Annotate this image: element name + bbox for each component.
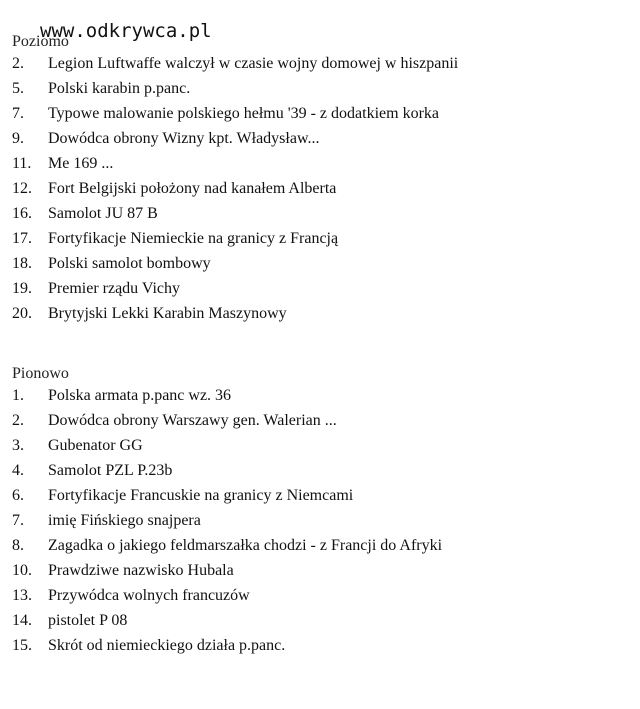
clue-text: Me 169 ... xyxy=(48,155,114,172)
clue-item xyxy=(12,76,458,101)
clue-text: Fort Belgijski położony nad kanałem Alberta xyxy=(48,180,337,197)
section-heading-poziomo: Poziomo xyxy=(12,33,69,50)
clue-text: Typowe malowanie polskiego hełmu '39 - z dodatkiem korka xyxy=(48,105,439,122)
clue-item xyxy=(12,408,442,433)
clue-number: 12. xyxy=(12,180,32,197)
clue-number: 5. xyxy=(12,80,24,97)
clue-text: Dowódca obrony Warszawy gen. Walerian ... xyxy=(48,412,337,429)
clue-item xyxy=(12,276,458,301)
clue-number: 14. xyxy=(12,612,32,629)
clue-number: 13. xyxy=(12,587,32,604)
clue-item xyxy=(12,301,458,326)
clue-item xyxy=(12,176,458,201)
clue-item xyxy=(12,151,458,176)
clue-text: Fortyfikacje Niemieckie na granicy z Francją xyxy=(48,230,339,247)
clue-text: Polska armata p.panc wz. 36 xyxy=(48,387,232,404)
clue-item xyxy=(12,633,442,658)
clue-text: Gubenator GG xyxy=(48,437,143,454)
watermark-text: www.odkrywca.pl xyxy=(40,20,212,42)
clue-item xyxy=(12,508,442,533)
clue-item xyxy=(12,101,458,126)
clue-item xyxy=(12,226,458,251)
clue-text: pistolet P 08 xyxy=(48,612,128,629)
clue-number: 1. xyxy=(12,387,24,404)
clue-item xyxy=(12,433,442,458)
clue-number: 2. xyxy=(12,412,24,429)
clue-number: 16. xyxy=(12,205,32,222)
section-pionowo xyxy=(12,365,442,658)
clue-text: Polski karabin p.panc. xyxy=(48,80,191,97)
clue-item xyxy=(12,383,442,408)
clue-number: 4. xyxy=(12,462,24,479)
clue-item xyxy=(12,583,442,608)
clue-number: 7. xyxy=(12,105,24,122)
clue-text: Zagadka o jakiego feldmarszałka chodzi - z Francji do Afryki xyxy=(48,537,443,554)
clue-item xyxy=(12,558,442,583)
clue-number: 20. xyxy=(12,305,32,322)
clue-number: 11. xyxy=(12,155,32,172)
clue-text: Polski samolot bombowy xyxy=(48,255,211,272)
clue-text: Fortyfikacje Francuskie na granicy z Niemcami xyxy=(48,487,354,504)
clue-list-pionowo xyxy=(12,383,442,658)
clue-item xyxy=(12,608,442,633)
section-heading-pionowo: Pionowo xyxy=(12,365,69,382)
clue-text: imię Fińskiego snajpera xyxy=(48,512,201,529)
clue-number: 8. xyxy=(12,537,24,554)
clue-number: 2. xyxy=(12,55,24,72)
clue-text: Prawdziwe nazwisko Hubala xyxy=(48,562,234,579)
clue-item xyxy=(12,458,442,483)
clue-item xyxy=(12,201,458,226)
clue-text: Brytyjski Lekki Karabin Maszynowy xyxy=(48,305,287,322)
clue-number: 17. xyxy=(12,230,32,247)
clue-text: Premier rządu Vichy xyxy=(48,280,181,297)
clue-number: 9. xyxy=(12,130,24,147)
clue-number: 3. xyxy=(12,437,24,454)
clue-number: 7. xyxy=(12,512,24,529)
clue-number: 10. xyxy=(12,562,32,579)
clue-item xyxy=(12,126,458,151)
clue-number: 19. xyxy=(12,280,32,297)
clue-item xyxy=(12,533,442,558)
clue-text: Samolot PZL P.23b xyxy=(48,462,173,479)
clue-item xyxy=(12,251,458,276)
clue-text: Przywódca wolnych francuzów xyxy=(48,587,250,604)
clue-item xyxy=(12,483,442,508)
clue-item xyxy=(12,51,458,76)
clue-number: 15. xyxy=(12,637,32,654)
clue-number: 18. xyxy=(12,255,32,272)
clue-text: Legion Luftwaffe walczył w czasie wojny domowej w hiszpanii xyxy=(48,55,459,72)
section-poziomo xyxy=(12,33,458,326)
clue-text: Skrót od niemieckiego działa p.panc. xyxy=(48,637,286,654)
clue-list-poziomo xyxy=(12,51,458,326)
clue-text: Dowódca obrony Wizny kpt. Władysław... xyxy=(48,130,320,147)
clue-text: Samolot JU 87 B xyxy=(48,205,158,222)
clue-number: 6. xyxy=(12,487,24,504)
